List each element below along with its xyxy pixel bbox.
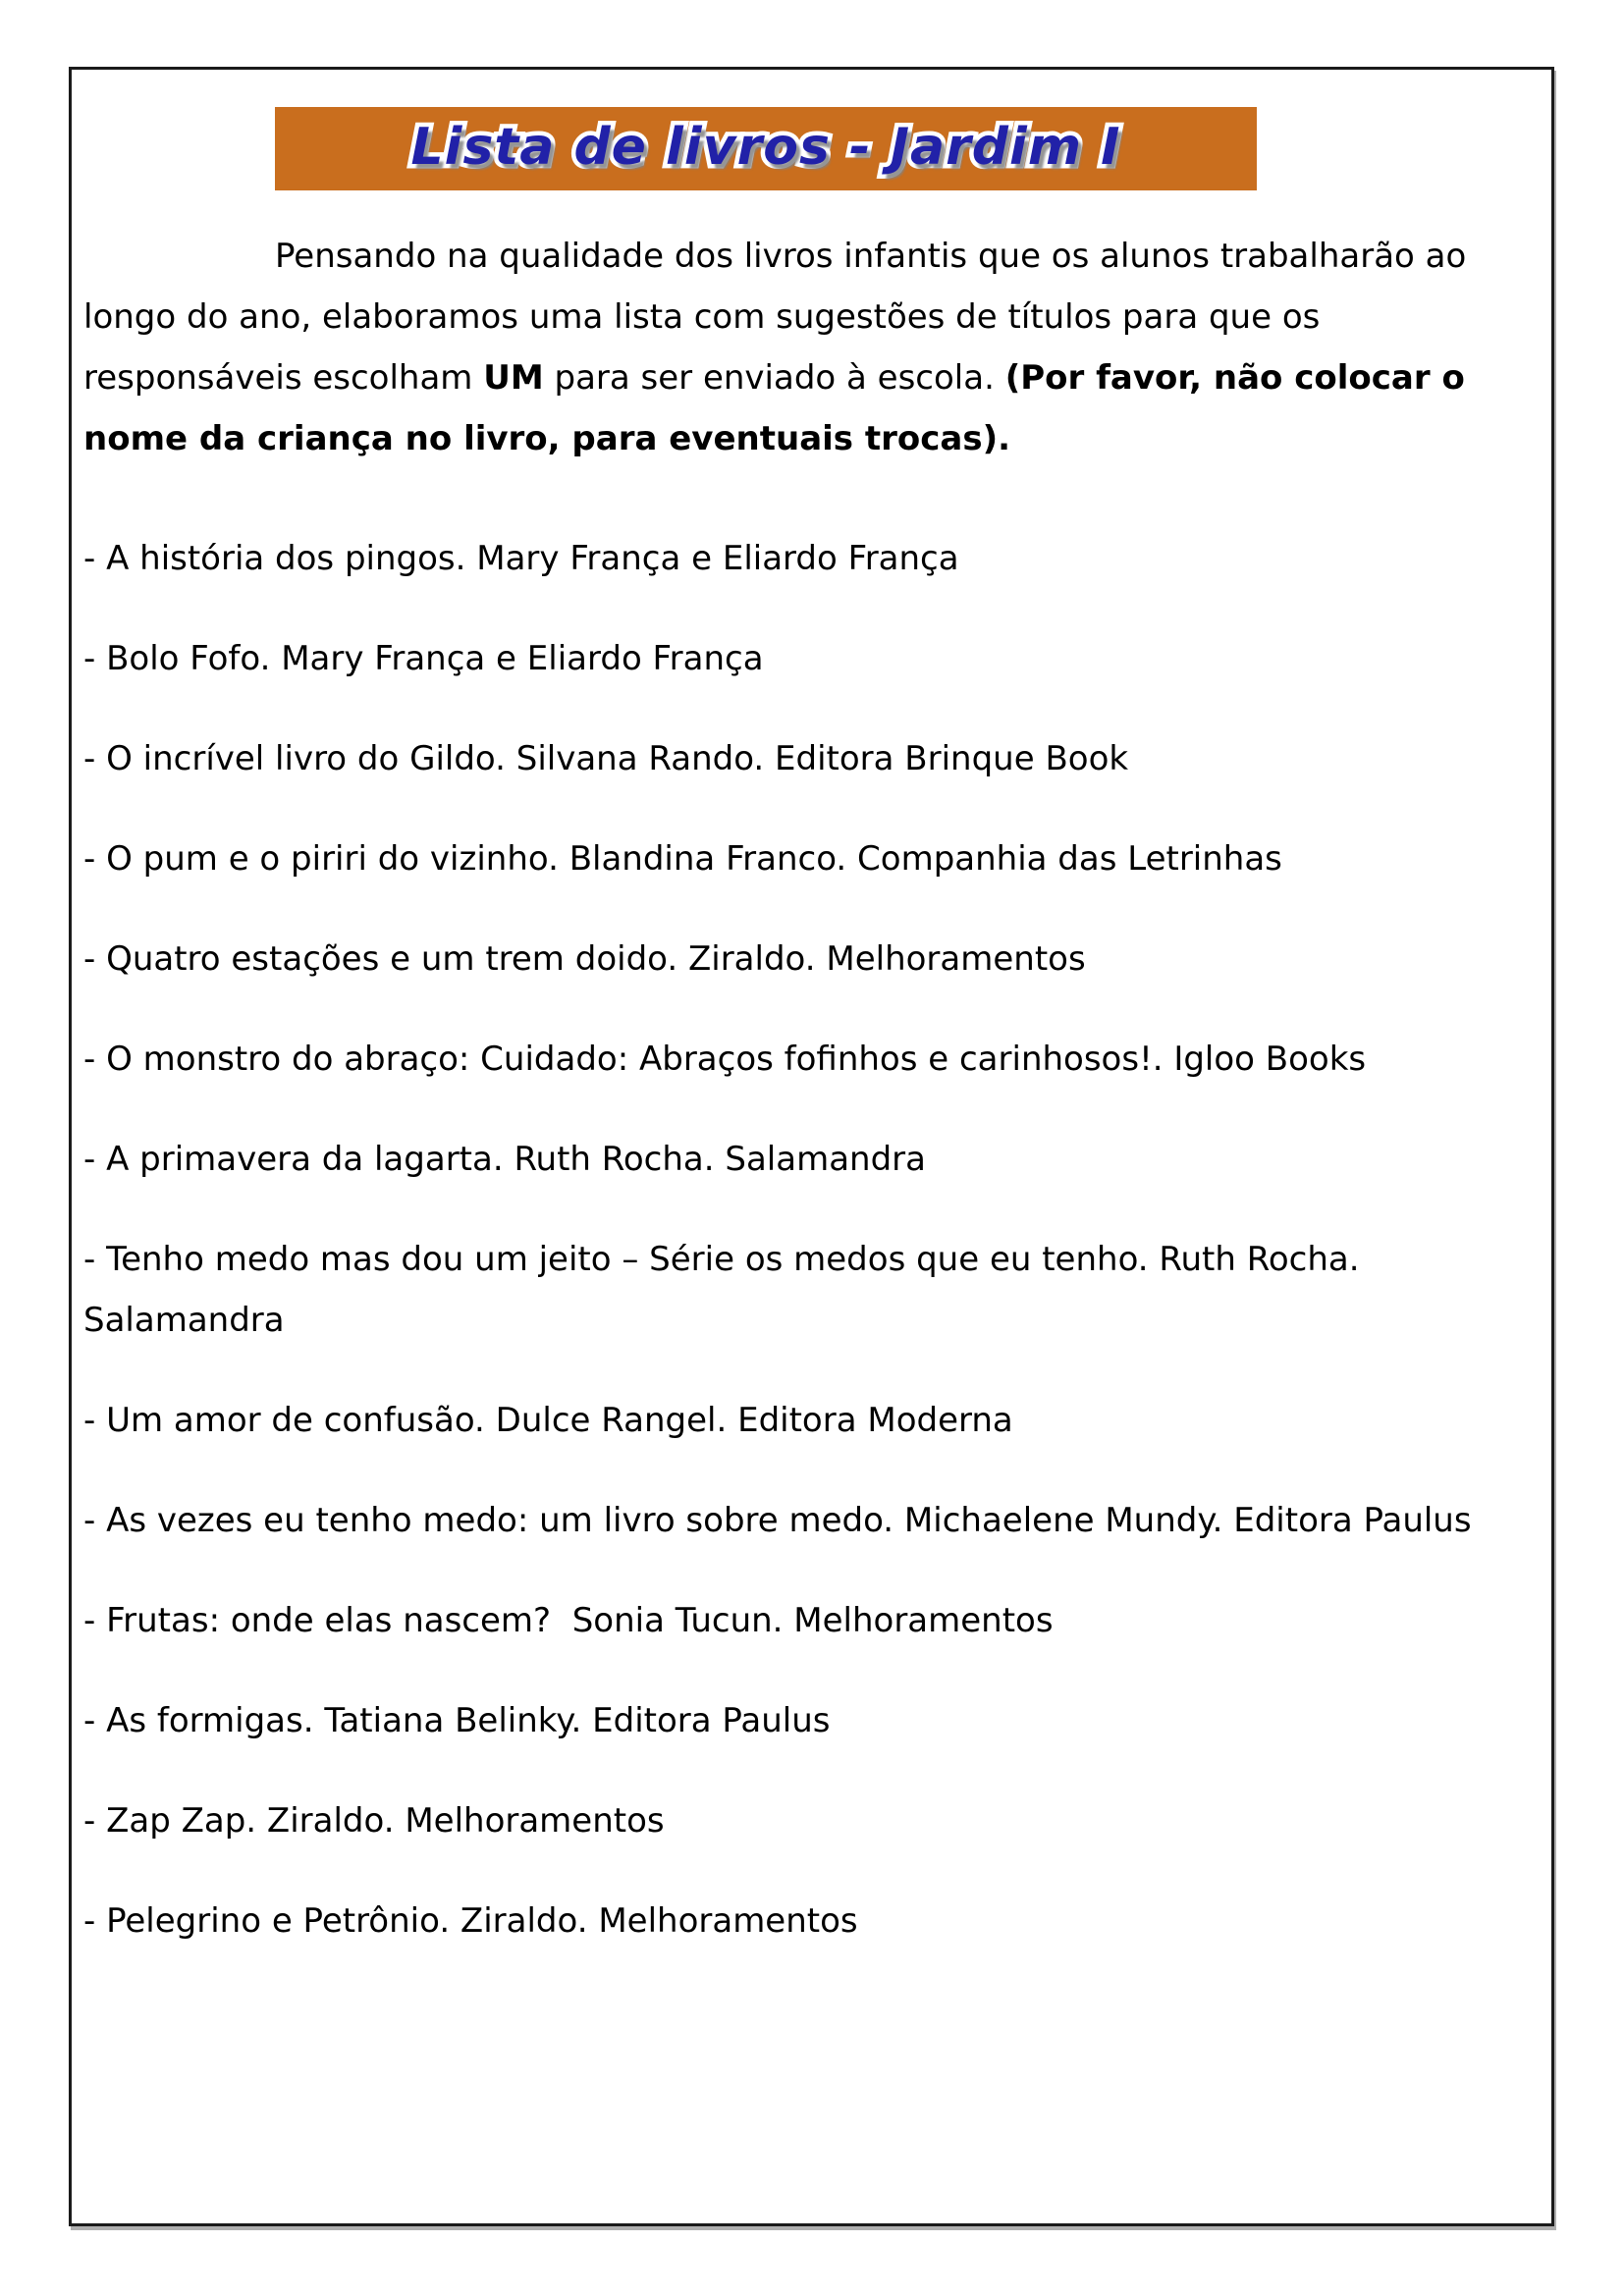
list-item: - O monstro do abraço: Cuidado: Abraços fofinhos e carinhosos!. Igloo Books (83, 1040, 1367, 1079)
intro-paragraph (83, 226, 1540, 469)
list-item: - A primavera da lagarta. Ruth Rocha. Salamandra (83, 1140, 926, 1179)
page-title: Lista de livros - Jardim I (410, 118, 1121, 177)
intro-segment: Pensando na qualidade dos livros infantis que os alunos trabalharão ao longo do ano, elaboramos uma lista com sugestões de títulos para que os responsáveis escolham (83, 237, 1467, 398)
list-item: - As formigas. Tatiana Belinky. Editora Paulus (83, 1701, 831, 1740)
intro-segment-bold: (Por favor, não colocar o nome da criança no livro, para eventuais trocas). (83, 358, 1465, 458)
list-item: - As vezes eu tenho medo: um livro sobre medo. Michaelene Mundy. Editora Paulus (83, 1501, 1472, 1540)
list-item: - A história dos pingos. Mary França e Eliardo França (83, 539, 959, 578)
list-item: - O pum e o piriri do vizinho. Blandina Franco. Companhia das Letrinhas (83, 839, 1282, 879)
list-item: - O incrível livro do Gildo. Silvana Rando. Editora Brinque Book (83, 739, 1129, 778)
list-item: - Tenho medo mas dou um jeito – Série os medos que eu tenho. Ruth Rocha. Salamandra (83, 1240, 1371, 1340)
intro-segment: para ser enviado à escola. (543, 358, 1005, 398)
list-item: - Bolo Fofo. Mary França e Eliardo França (83, 639, 764, 678)
list-item: - Pelegrino e Petrônio. Ziraldo. Melhoramentos (83, 1901, 858, 1941)
document-page (69, 67, 1554, 2226)
list-item: - Frutas: onde elas nascem? Sonia Tucun. Melhoramentos (83, 1601, 1054, 1640)
book-list (83, 528, 1540, 1951)
intro-segment-bold: UM (483, 358, 544, 398)
title-banner (275, 107, 1257, 190)
list-item: - Um amor de confusão. Dulce Rangel. Editora Moderna (83, 1401, 1013, 1440)
list-item: - Zap Zap. Ziraldo. Melhoramentos (83, 1801, 665, 1841)
list-item: - Quatro estações e um trem doido. Ziraldo. Melhoramentos (83, 939, 1086, 979)
